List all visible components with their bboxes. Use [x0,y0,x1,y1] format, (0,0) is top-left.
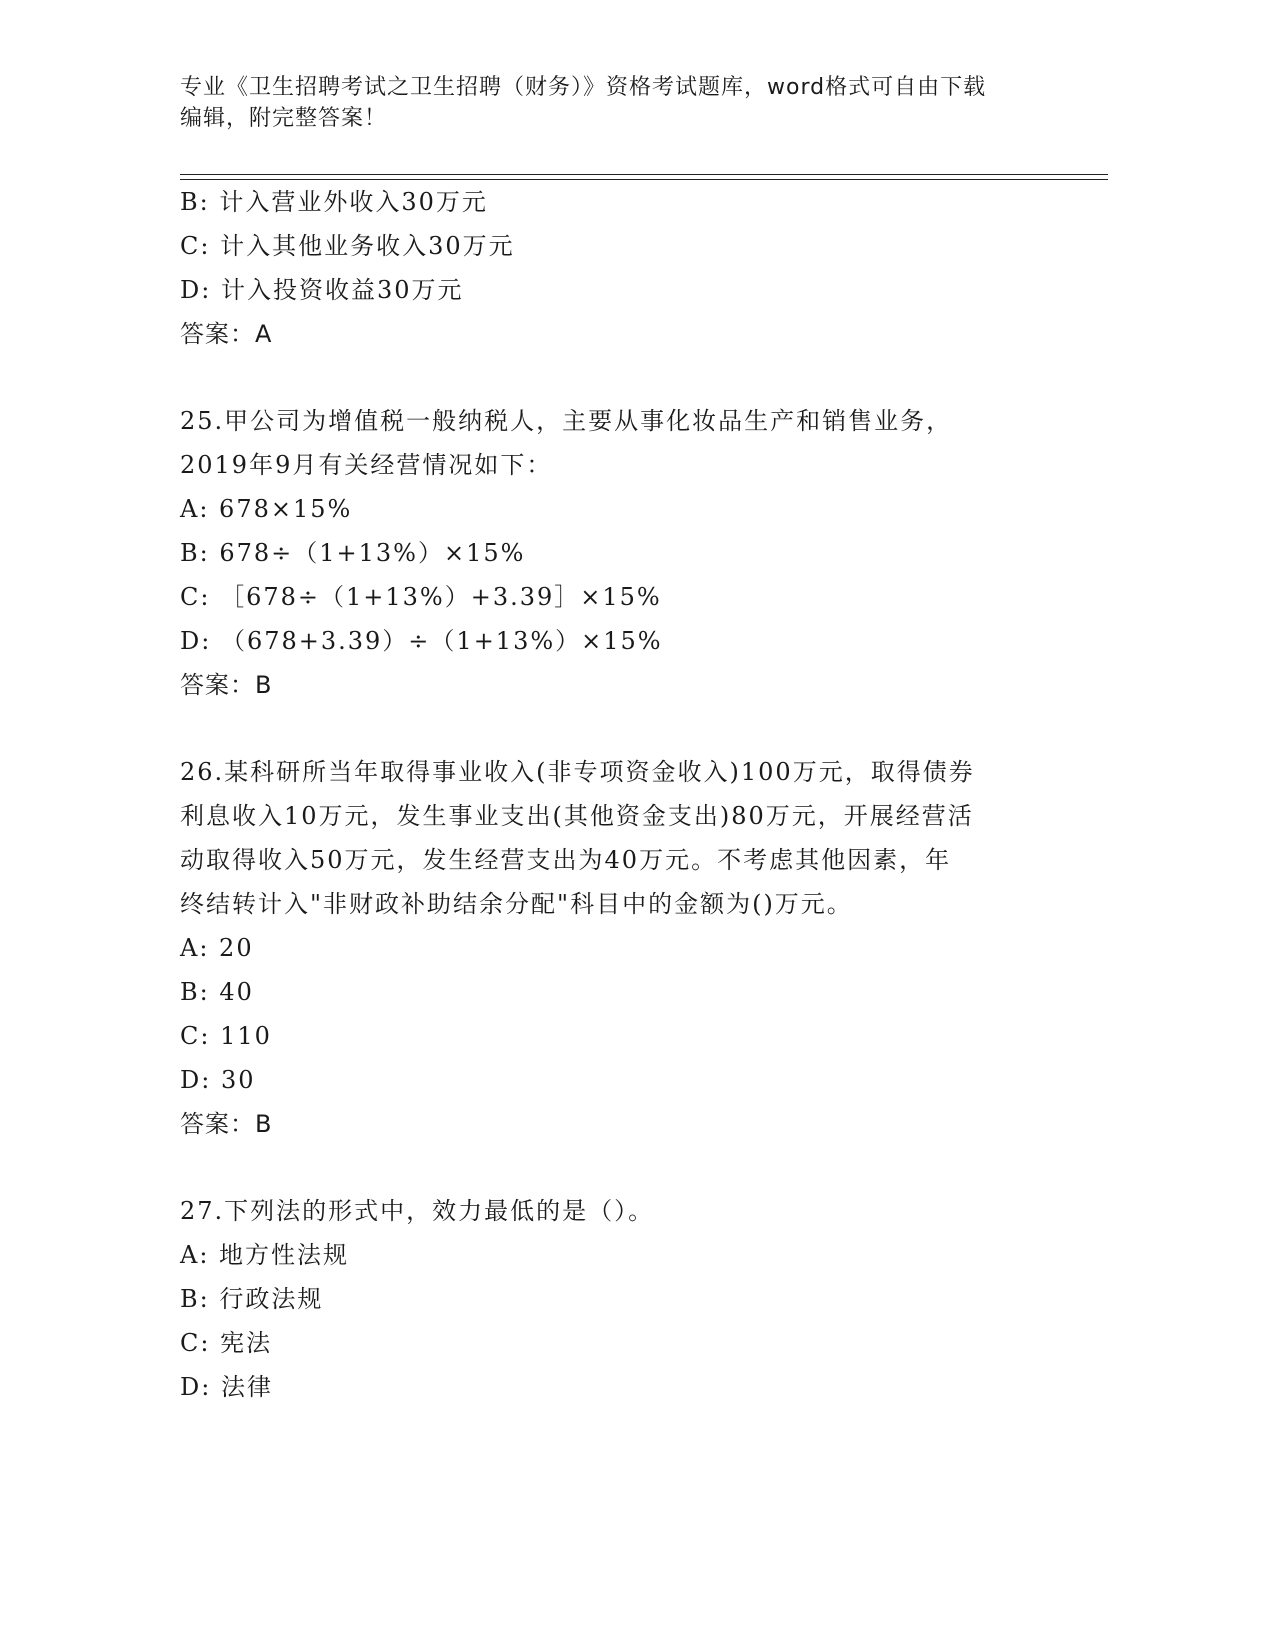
option-d: D: （678+3.39）÷（1+13%）×15% [180,627,663,655]
question-text: 27.下列法的形式中，效力最低的是（）。 [180,1197,655,1225]
question-text: 动取得收入50万元，发生经营支出为40万元。不考虑其他因素，年 [180,846,952,874]
question-27 [180,1189,1080,1409]
answer: 答案：B [180,671,273,699]
answer: 答案：A [180,320,273,348]
question-26 [180,750,1080,1146]
option-d: D: 计入投资收益30万元 [180,276,464,304]
document-body [180,180,1080,1409]
option-c: C: ［678÷（1+13%）+3.39］×15% [180,583,662,611]
question-text: 25.甲公司为增值税一般纳税人，主要从事化妆品生产和销售业务， [180,407,953,435]
option-b: B: 678÷（1+13%）×15% [180,539,526,567]
option-a: A: 678×15% [180,495,353,523]
spacer [180,356,1080,399]
question-text: 2019年9月有关经营情况如下： [180,451,553,479]
header-line-1: 专业《卫生招聘考试之卫生招聘（财务）》资格考试题库，word格式可自由下载 [180,75,987,100]
question-text: 26.某科研所当年取得事业收入(非专项资金收入)100万元，取得债券 [180,758,975,786]
answer: 答案：B [180,1110,273,1138]
option-d: D: 法律 [180,1373,273,1401]
option-c: C: 宪法 [180,1329,273,1357]
option-b: B: 行政法规 [180,1285,324,1313]
header-divider-top [180,174,1108,175]
option-c: C: 计入其他业务收入30万元 [180,232,515,260]
option-c: C: 110 [180,1022,272,1050]
question-25 [180,399,1080,707]
question-text: 终结转计入"非财政补助结余分配"科目中的金额为()万元。 [180,890,853,918]
option-b: B: 计入营业外收入30万元 [180,188,488,216]
document-header [180,72,1060,134]
option-a: A: 地方性法规 [180,1241,350,1269]
option-d: D: 30 [180,1066,256,1094]
spacer [180,1146,1080,1189]
option-b: B: 40 [180,978,254,1006]
header-line-2: 编辑，附完整答案！ [180,106,388,131]
spacer [180,707,1080,750]
option-a: A: 20 [180,934,254,962]
question-24-continued [180,180,1080,356]
question-text: 利息收入10万元，发生事业支出(其他资金支出)80万元，开展经营活 [180,802,974,830]
